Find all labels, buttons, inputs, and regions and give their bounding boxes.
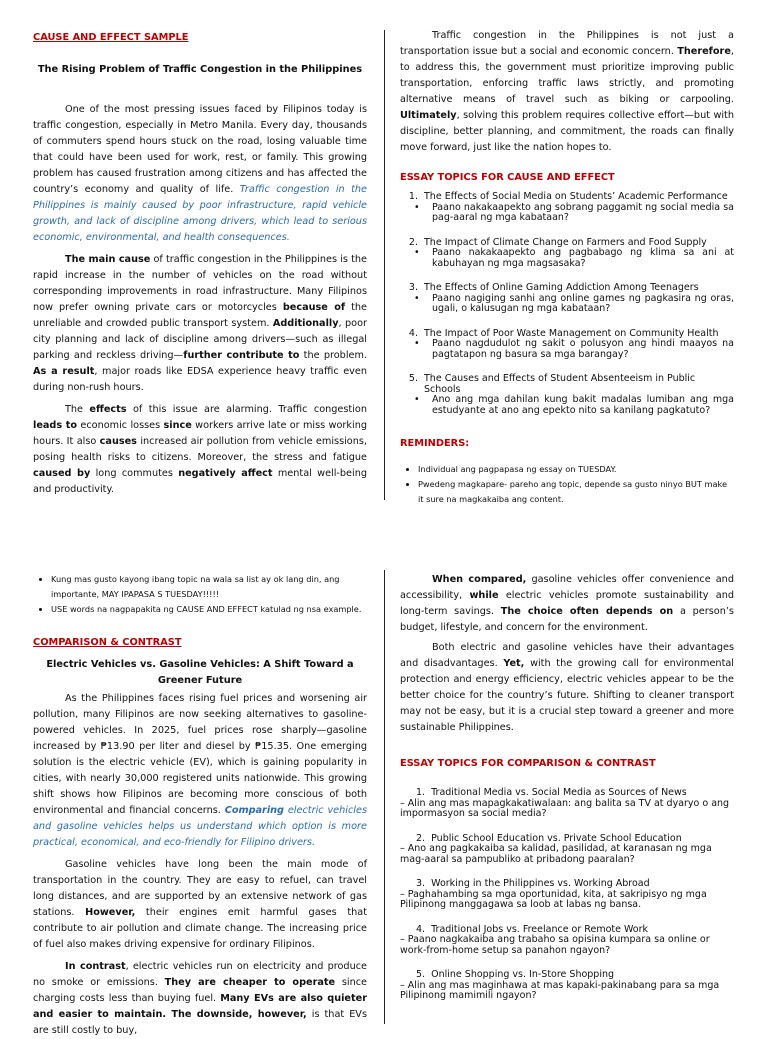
bold-text: because of [282, 302, 346, 313]
list-item [400, 238, 734, 270]
bold-text: caused by [33, 468, 91, 479]
bold-text: As a result [33, 366, 95, 377]
bullet-icon: • [414, 247, 420, 258]
text: of this issue are alarming. Traffic congestion [126, 404, 367, 415]
paragraph [33, 691, 367, 851]
topic-question: Ano ang mga dahilan kung bakit madalas lumiban ang mga estudyante at ano ang epekto nito sa kanilang pagkatuto? [432, 394, 734, 416]
topic-title: Traditional Media vs. Social Media as Sources of News [431, 787, 687, 798]
bold-text: effects [89, 404, 127, 415]
conclusion-paragraph [400, 28, 734, 156]
list-item: • Individual ang pagpapasa ng essay on TUESDAY. [418, 462, 734, 477]
text: One of the most pressing issues faced by Filipinos today is traffic congestion, especially in Metro Manila. Every day, thousands of commuters spend hours stuck on the road, losing valuable time that could have been used for work, rest, or family. This growing problem has caused frustration among citizens and has affected the country’s economy and quality of life. [33, 104, 367, 195]
paragraph [33, 857, 367, 953]
bold-text: In contrast [65, 961, 126, 972]
list-item: • Pwedeng magkapare- pareho ang topic, depende sa gusto ninyo BUT make it sure na magkakaiba ang content. [418, 477, 734, 507]
item-number: 1. [416, 787, 426, 798]
list-item [400, 970, 734, 1002]
paragraph [33, 102, 367, 246]
text: , poor city planning and lack of discipline among drivers—such as illegal parking and reckless driving— [33, 318, 367, 361]
bold-text: They are cheaper to operate [164, 977, 336, 988]
item-number: 2. [416, 832, 426, 844]
bold-text: Ultimately [400, 110, 457, 121]
topic-question: – Paano nagkakaiba ang trabaho sa opisina kumpara sa online or work-from-home setup sa panahon ngayon? [400, 934, 710, 956]
text: Gasoline vehicles have long been the main mode of transportation in the country. They are easy to refuel, can travel long distances, and are supported by an extensive network of gas stations. [33, 859, 367, 918]
essay-title: Electric Vehicles vs. Gasoline Vehicles: A Shift Toward a Greener Future [46, 659, 354, 686]
bold-text: The choice often depends on [500, 606, 674, 617]
bold-text: while [469, 590, 499, 601]
topic-question: – Ano ang pagkakaiba sa kalidad, pasilidad, at karanasan ng mga mag-aaral sa pampubliko at pribadong paaralan? [400, 843, 712, 865]
paragraph [400, 572, 734, 636]
bold-text: The main cause [65, 254, 151, 265]
bold-text: since [163, 420, 192, 431]
list-item [400, 879, 734, 911]
topic-question: Paano nakakaapekto ang pagbabago ng klima sa ani at kabuhayan ng mga magsasaka? [432, 247, 734, 269]
text: since charging costs less than buying fuel. [33, 977, 368, 1004]
item-number: 1. [408, 191, 418, 202]
text: The [65, 404, 90, 415]
bullet-icon: • [414, 394, 420, 405]
text: of traffic congestion in the Philippines is the rapid increase in the number of vehicles on the road without corresponding improvements in road infrastructure. Many Filipinos now prefer owning private cars or motorcycles [33, 254, 367, 313]
column-divider [384, 570, 385, 1024]
text: a person’s budget, lifestyle, and concern for the environment. [400, 606, 734, 633]
column-divider [384, 30, 385, 500]
bold-text: Therefore [677, 46, 731, 57]
bullet-icon: • [414, 292, 420, 304]
page1-right-column [400, 28, 734, 507]
text: , to address this, the government must prioritize improving public transportation, enforcing traffic laws strictly, and promoting alternative means of travel such as biking or carpooling. [400, 46, 734, 105]
bold-text: Many EVs are also quieter and easier to maintain. The downside, however, [33, 993, 367, 1020]
item-number: 4. [416, 923, 426, 935]
text: , major roads like EDSA experience heavy traffic even during non-rush hours. [33, 366, 368, 393]
bold-text: However, [85, 907, 136, 918]
text: As the Philippines faces rising fuel prices and worsening air pollution, many Filipinos are now seeking alternatives to gasoline-powered vehicles. In 2025, fuel prices rose sharply—gasoline increased by ₱13.90 per liter and diesel by ₱15.35. One emerging solution is the electric vehicle (EV), which is gaining popularity in cities, with nearly 30,000 registered units nationwide. This growing shift shows how Filipinos are becoming more conscious of both environmental and financial concerns. [33, 693, 367, 816]
list-item [400, 925, 734, 957]
topic-title: The Effects of Online Gaming Addiction Among Teenagers [424, 282, 699, 293]
text: long commutes [90, 468, 179, 479]
section-heading: COMPARISON & CONTRAST [33, 637, 182, 648]
page-gap [0, 520, 768, 540]
topic-question: Paano nakakaapekto ang sobrang paggamit ng social media sa pag-aaral ng mga kabataan? [432, 201, 734, 223]
topic-question: – Alin ang mas maginhawa at mas kapaki-pakinabang para sa mga Pilipinong mamimili ngayon? [400, 979, 720, 1001]
list-item [400, 192, 734, 224]
section-heading: CAUSE AND EFFECT SAMPLE [33, 32, 189, 43]
list-item [400, 283, 734, 315]
text: economic losses [77, 420, 164, 431]
bullet-icon: • [414, 338, 420, 349]
paragraph [33, 959, 367, 1039]
bold-text: further contribute to [183, 350, 300, 361]
essay-title: The Rising Problem of Traffic Congestion in the Philippines [37, 64, 363, 75]
text: their engines emit harmful gases that contribute to air pollution and climate change. The increasing price of fuel also makes driving expensive for ordinary Filipinos. [33, 907, 367, 950]
text: workers arrive late or miss working hours. It also [33, 420, 367, 447]
bold-text: causes [99, 436, 137, 447]
thesis-statement: Traffic congestion in the Philippines is mainly caused by poor infrastructure, rapid vehicle growth, and lack of discipline among drivers, which lead to serious economic, environmental, and health consequences. [33, 184, 367, 243]
text: mental well-being and productivity. [33, 468, 367, 495]
list-item [400, 329, 734, 361]
reminders-list [400, 462, 734, 507]
topic-question: – Alin ang mas mapagkakatiwalaan: ang balita sa TV at dyaryo o ang impormasyon sa social media? [400, 797, 730, 819]
topics-heading: ESSAY TOPICS FOR COMPARISON & CONTRAST [400, 758, 656, 769]
item-number: 3. [408, 282, 418, 293]
text: the unreliable and crowded public transport system. [33, 302, 367, 329]
paragraph [33, 402, 367, 498]
text: , electric vehicles run on electricity and produce no smoke or emissions. [33, 961, 367, 988]
bold-text: Yet, [503, 658, 525, 669]
topic-title: Public School Education vs. Private School Education [431, 832, 682, 844]
text: , solving this problem requires collective effort—but with discipline, better planning, and commitment, the roads can finally move forward, just like the nation hopes to. [400, 110, 734, 153]
page1-left-column [33, 30, 367, 498]
topic-title: Traditional Jobs vs. Freelance or Remote Work [431, 923, 649, 935]
text: increased air pollution from vehicle emissions, posing health risks to citizens. Moreover, the stress and fatigue [33, 436, 367, 463]
item-number: 3. [416, 878, 426, 889]
paragraph [33, 252, 367, 396]
list-item [400, 834, 734, 866]
item-number: 5. [416, 969, 426, 980]
topic-list [400, 788, 734, 1002]
item-number: 2. [408, 236, 418, 248]
text: Both electric and gasoline vehicles have their advantages and disadvantages. [400, 642, 734, 669]
topic-question: Paano nagdudulot ng sakit o polusyon ang hindi maayos na pagtatapon ng basura sa mga barangay? [432, 338, 734, 360]
item-number: 5. [408, 373, 418, 384]
topic-question: Paano nagiging sanhi ang online games ng pagkasira ng oras, ugali, o kalusugan ng mga kabataan? [432, 292, 734, 314]
list-item [400, 374, 734, 416]
reminders-list [33, 572, 367, 617]
topics-heading: ESSAY TOPICS FOR CAUSE AND EFFECT [400, 172, 615, 183]
page2-left-column [33, 572, 367, 1039]
paragraph [400, 640, 734, 736]
bold-text: leads to [33, 420, 78, 431]
topic-question: – Paghahambing sa mga oportunidad, kita, at sakripisyo ng mga Pilipinong manggagawa sa loob at labas ng bansa. [400, 888, 707, 910]
text: the problem. [299, 350, 367, 361]
text: gasoline vehicles offer convenience and accessibility, [400, 574, 734, 601]
thesis-statement: electric vehicles and gasoline vehicles helps us understand which option is more practical, economical, and eco-friendly for Filipino drivers. [33, 805, 367, 848]
topic-list [400, 192, 734, 416]
text: Traffic congestion in the Philippines is not just a transportation issue but a social and economic concern. [400, 30, 734, 57]
bold-text: Comparing [224, 805, 284, 816]
topic-title: Working in the Philippines vs. Working Abroad [431, 878, 650, 889]
text: with the growing call for environmental protection and energy efficiency, electric vehicles appear to be the better choice for the country’s future. Shifting to cleaner transport may not be easy, but it is a crucial step toward a greener and more sustainable Philippines. [400, 658, 734, 733]
topic-title: The Effects of Social Media on Students’ Academic Performance [424, 191, 728, 202]
text: is that EVs are still costly to buy, [33, 1009, 367, 1036]
list-item: • USE words na nagpapakita ng CAUSE AND EFFECT katulad ng nsa example. [51, 602, 367, 617]
topic-title: The Impact of Climate Change on Farmers and Food Supply [424, 236, 707, 248]
page2-right-column [400, 572, 734, 1002]
topic-title: Online Shopping vs. In-Store Shopping [431, 969, 615, 980]
list-item: • Kung mas gusto kayong ibang topic na wala sa list ay ok lang din, ang importante, MAY IPAPASA S TUESDAY!!!!! [51, 572, 367, 602]
bullet-icon: • [414, 201, 420, 213]
list-item [400, 788, 734, 820]
bold-text: When compared, [432, 574, 527, 585]
topic-title: The Impact of Poor Waste Management on Community Health [424, 327, 719, 339]
bold-text: Additionally [272, 318, 339, 329]
item-number: 4. [408, 327, 418, 339]
topic-title: The Causes and Effects of Student Absenteeism in Public Schools [424, 373, 696, 395]
text: electric vehicles promote sustainability and long-term savings. [400, 590, 734, 617]
bold-text: negatively affect [178, 468, 273, 479]
reminders-heading: REMINDERS: [400, 438, 470, 449]
